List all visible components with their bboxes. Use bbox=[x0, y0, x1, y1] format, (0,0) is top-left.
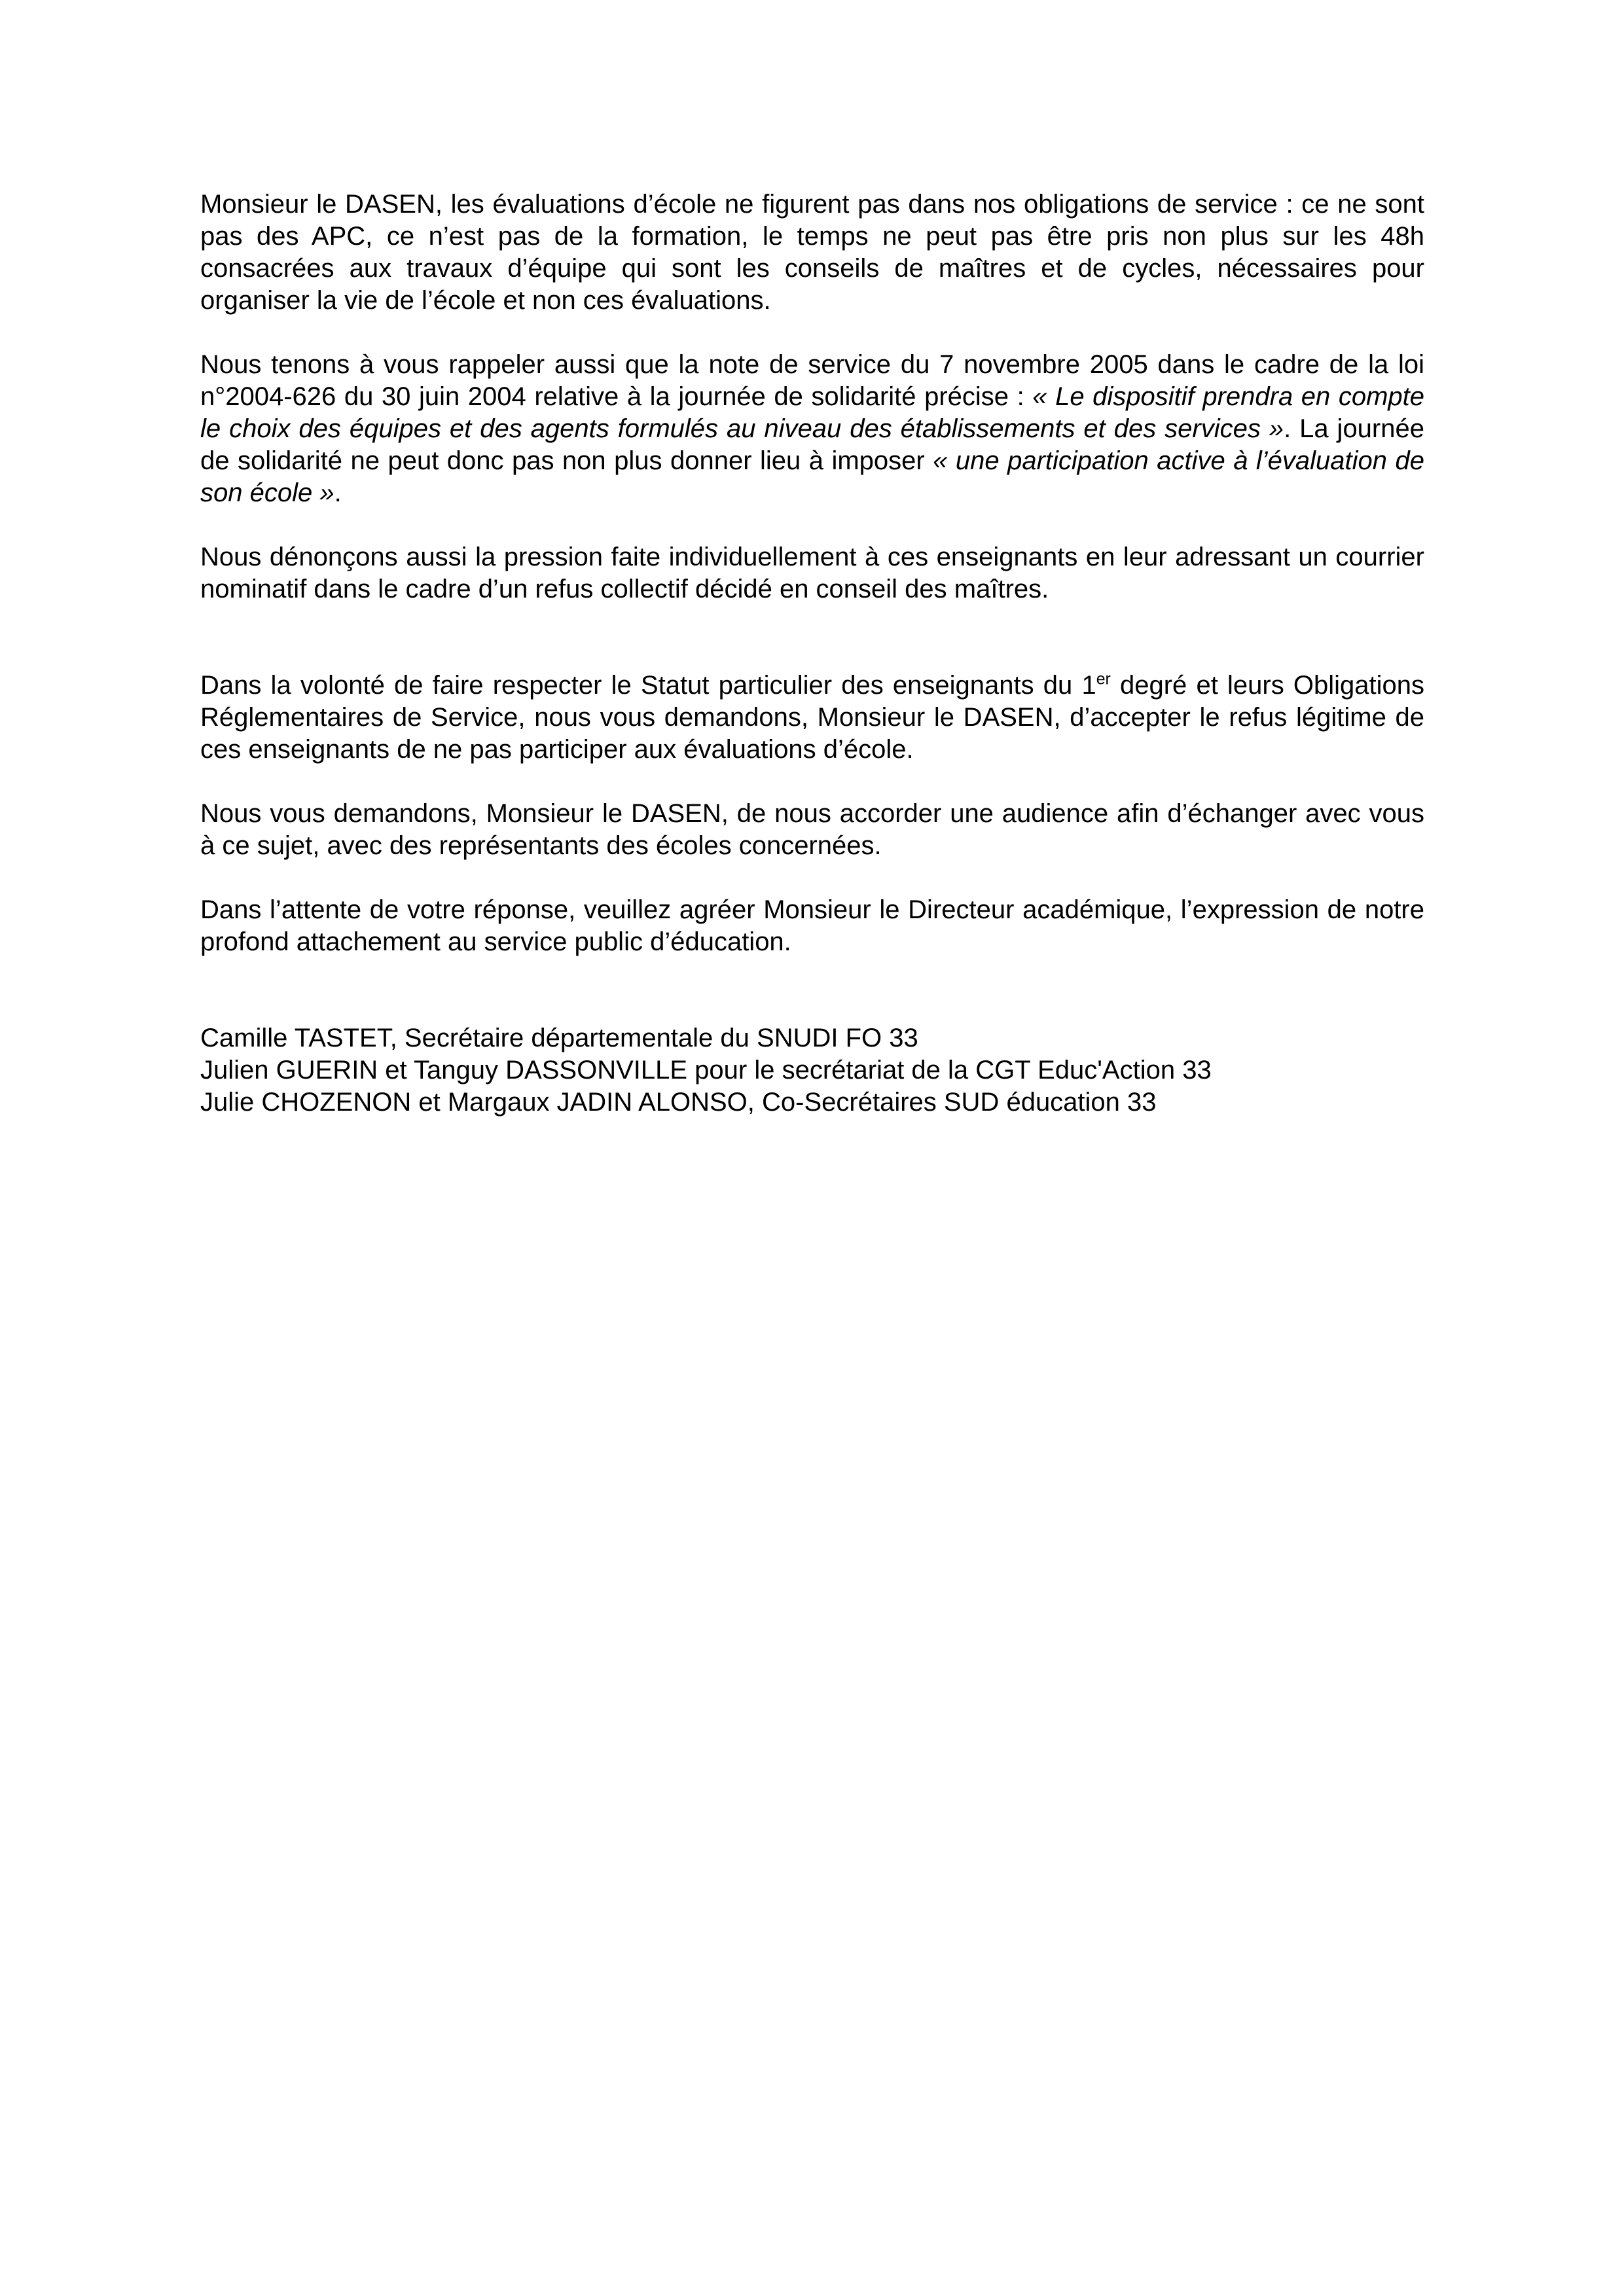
signature-line-cgt-educaction: Julien GUERIN et Tanguy DASSONVILLE pour le secrétariat de la CGT Educ'Action 33 bbox=[200, 1056, 1212, 1085]
signature-block bbox=[200, 1022, 1424, 1119]
text-run: . La journée de solidarité ne peut donc pas non plus donner lieu à imposer bbox=[200, 414, 1424, 475]
paragraph-obligations-de-service bbox=[200, 188, 1424, 317]
paragraph-demande-audience bbox=[200, 798, 1424, 862]
paragraph-denonciation-pression bbox=[200, 541, 1424, 605]
text-run: Nous tenons à vous rappeler aussi que la note de service du 7 novembre 2005 dans le cadre de la loi n°2004-626 du 30 juin 2004 relative à la journée de solidarité précise : bbox=[200, 350, 1424, 411]
text-run: Monsieur le DASEN, les évaluations d’école ne figurent pas dans nos obligations de service : ce ne sont pas des APC, ce n’est pas de la formation, le temps ne peut pas être pris non plus sur les 48h consacrées aux travaux d’équipe qui sont les conseils de maîtres et de cycles, nécessaires pour organiser la vie de l’école et non ces évaluations. bbox=[200, 190, 1424, 315]
signature-line-snudi-fo: Camille TASTET, Secrétaire départementale du SNUDI FO 33 bbox=[200, 1024, 918, 1052]
quoted-italic-text: « une participation active à l’évaluation de son école » bbox=[200, 446, 1424, 507]
ordinal-superscript: er bbox=[1096, 670, 1111, 689]
text-run: degré et leurs Obligations Réglementaires de Service, nous vous demandons, Monsieur le DASEN, d’accepter le refus légitime de ces enseignants de ne pas participer aux évaluations d’école. bbox=[200, 671, 1424, 764]
letter-body bbox=[200, 188, 1424, 1119]
text-run: Dans l’attente de votre réponse, veuillez agréer Monsieur le Directeur académique, l’expression de notre profond attachement au service public d’éducation. bbox=[200, 895, 1424, 956]
text-run: Nous dénonçons aussi la pression faite individuellement à ces enseignants en leur adressant un courrier nominatif dans le cadre d’un refus collectif décidé en conseil des maîtres. bbox=[200, 543, 1424, 603]
paragraph-demande-accepter-refus bbox=[200, 670, 1424, 766]
quoted-italic-text: « Le dispositif prendra en compte le choix des équipes et des agents formulés au niveau des établissements et des services » bbox=[200, 382, 1424, 443]
paragraph-formule-de-politesse bbox=[200, 894, 1424, 958]
text-run: . bbox=[334, 478, 342, 507]
paragraph-note-de-service-solidarite bbox=[200, 349, 1424, 509]
signature-line-sud-education: Julie CHOZENON et Margaux JADIN ALONSO, Co-Secrétaires SUD éducation 33 bbox=[200, 1088, 1157, 1117]
text-run: Nous vous demandons, Monsieur le DASEN, de nous accorder une audience afin d’échanger avec vous à ce sujet, avec des représentants des écoles concernées. bbox=[200, 799, 1424, 860]
text-run: Dans la volonté de faire respecter le Statut particulier des enseignants du 1 bbox=[200, 671, 1096, 700]
